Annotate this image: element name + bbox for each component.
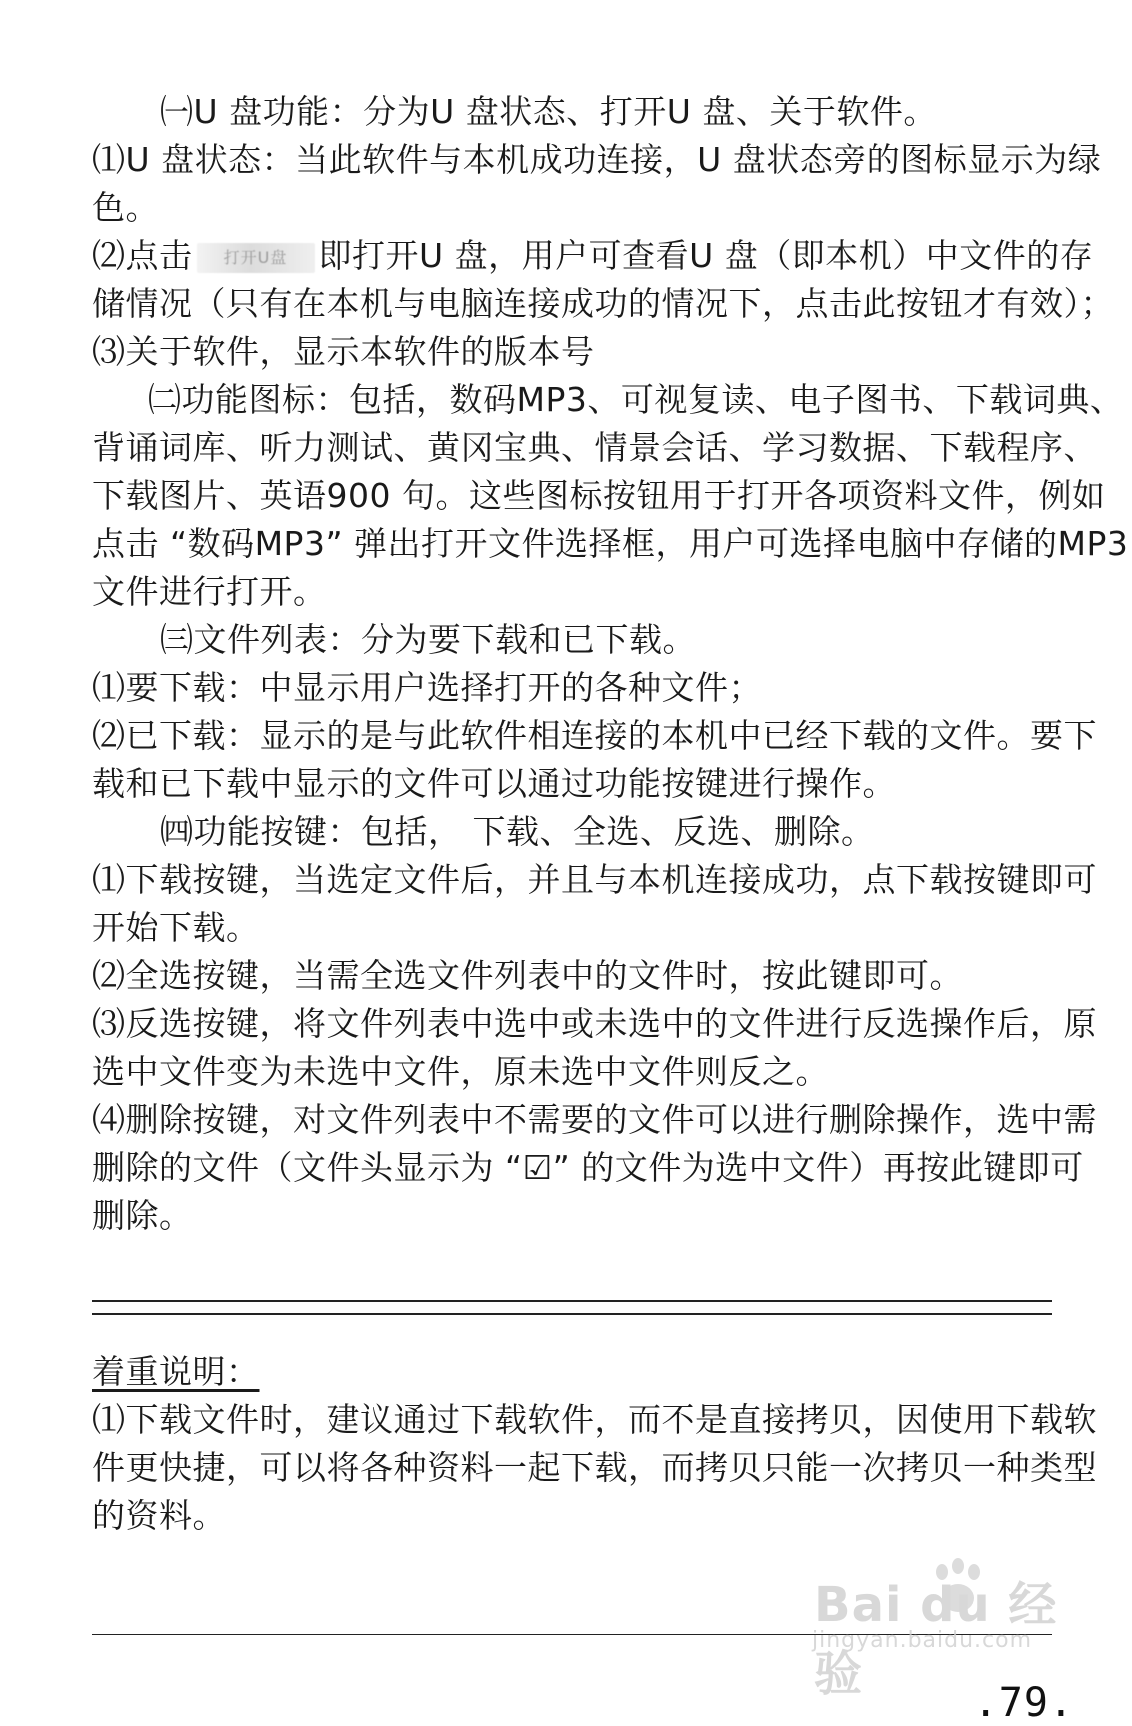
text-line: ⑴下载按键，当选定文件后，并且与本机连接成功，点下载按键即可 [92,860,1097,899]
baidu-jingyan-watermark [808,1558,1078,1702]
text-line: 选中文件变为未选中文件，原未选中文件则反之。 [92,1052,829,1091]
text-line: 载和已下载中显示的文件可以通过功能按键进行操作。 [92,764,896,803]
text-line: 色。 [92,188,159,227]
text-line: ⑴要下载：中显示用户选择打开的各种文件； [92,668,762,707]
note-line: ⑴下载文件时，建议通过下载软件，而不是直接拷贝，因使用下载软 [92,1400,1097,1439]
note-body [92,1396,1097,1540]
text-line: ㈠U 盘功能：分为U 盘状态、打开U 盘、关于软件。 [160,92,937,131]
text-line: 删除的文件（文件头显示为 “☑” 的文件为选中文件）再按此键即可 [92,1148,1084,1187]
text-line: ㈢文件列表：分为要下载和已下载。 [160,620,696,659]
text-fragment: 即打开U 盘，用户可查看U 盘（即本机）中文件的存 [318,236,1094,275]
text-line: 点击 “数码MP3” 弹出打开文件选择框，用户可选择电脑中存储的MP3 [92,524,1129,563]
text-line: ㈡功能图标：包括，数码MP3、可视复读、电子图书、下载词典、 [148,380,1124,419]
text-line: 开始下载。 [92,908,260,947]
text-line: 背诵词库、听力测试、黄冈宝典、情景会话、学习数据、下载程序、 [92,428,1097,467]
watermark-url: jingyan.baidu.com [812,1628,1033,1653]
text-line: 文件进行打开。 [92,572,327,611]
text-line: ㈣功能按键：包括， 下载、全选、反选、删除。 [160,812,875,851]
text-line: ⑶反选按键，将文件列表中选中或未选中的文件进行反选操作后，原 [92,1004,1097,1043]
text-line: 下载图片、英语900 句。这些图标按钮用于打开各项资料文件，例如 [92,476,1106,515]
open-u-disk-button-image: 打开U盘 [197,243,315,273]
watermark-main-text: Bai du 经验 [814,1577,1058,1702]
text-line: ⑶关于软件，显示本软件的版本号 [92,332,595,371]
text-line: ⑵全选按键，当需全选文件列表中的文件时，按此键即可。 [92,956,963,995]
page-number: .79. [973,1680,1074,1726]
text-line: 储情况（只有在本机与电脑连接成功的情况下，点击此按钮才有效）； [92,284,1114,323]
text-fragment: ⑵点击 [92,236,193,275]
main-text [92,88,1129,1240]
text-line-with-button [92,232,1094,280]
text-line: ⑵已下载：显示的是与此软件相连接的本机中已经下载的文件。要下 [92,716,1097,755]
section-divider-bottom [92,1313,1052,1315]
text-line: ⑴U 盘状态：当此软件与本机成功连接，U 盘状态旁的图标显示为绿 [92,140,1102,179]
section-divider-top [92,1300,1052,1302]
text-line: 删除。 [92,1196,193,1235]
text-line: ⑷删除按键，对文件列表中不需要的文件可以进行删除操作，选中需 [92,1100,1097,1139]
note-line: 的资料。 [92,1496,226,1535]
note-title: 着重说明： [92,1352,260,1391]
note-line: 件更快捷，可以将各种资料一起下载，而拷贝只能一次拷贝一种类型 [92,1448,1097,1487]
